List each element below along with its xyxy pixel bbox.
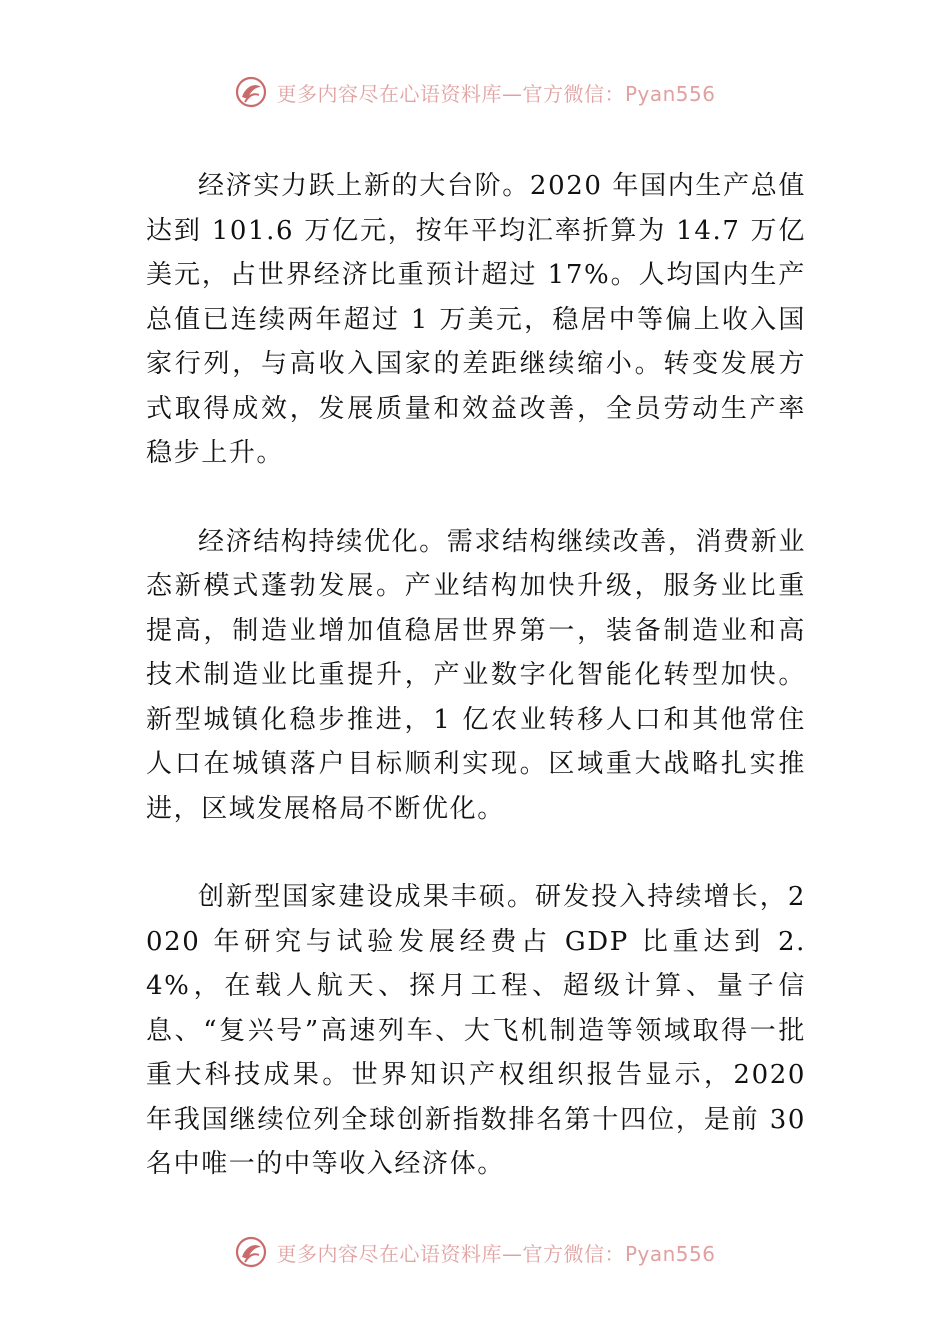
header-watermark (0, 72, 950, 112)
seal-logo-icon (234, 75, 268, 109)
seal-logo-icon (234, 1235, 268, 1269)
paragraph-economic-strength: 经济实力跃上新的大台阶。2020 年国内生产总值达到 101.6 万亿元，按年平均汇率折算为 14.7 万亿美元，占世界经济比重预计超过 17%。人均国内生产总值已连续两年超过 1 万美元，稳居中等偏上收入国家行列，与高收入国家的差距继续缩小。转变发展方式取得成效，发展质量和效益改善，全员劳动生产率稳步上升。 (146, 171, 806, 468)
footer-watermark (0, 1232, 950, 1272)
paragraph-innovation: 创新型国家建设成果丰硕。研发投入持续增长，2020 年研究与试验发展经费占 GDP 比重达到 2.4%，在载人航天、探月工程、超级计算、量子信息、“复兴号”高速列车、大飞机制造等领域取得一批重大科技成果。世界知识产权组织报告显示，2020 年我国继续位列全球创新指数排名第十四位，是前 30 名中唯一的中等收入经济体。 (146, 882, 806, 1179)
document-body (146, 164, 806, 1231)
footer-watermark-text: 更多内容尽在心语资料库—官方微信：Pyan556 (276, 1241, 716, 1266)
paragraph-economic-structure: 经济结构持续优化。需求结构继续改善，消费新业态新模式蓬勃发展。产业结构加快升级，服务业比重提高，制造业增加值稳居世界第一，装备制造业和高技术制造业比重提升，产业数字化智能化转型加快。新型城镇化稳步推进，1 亿农业转移人口和其他常住人口在城镇落户目标顺利实现。区域重大战略扎实推进，区域发展格局不断优化。 (146, 526, 806, 824)
header-watermark-text: 更多内容尽在心语资料库—官方微信：Pyan556 (276, 81, 716, 106)
